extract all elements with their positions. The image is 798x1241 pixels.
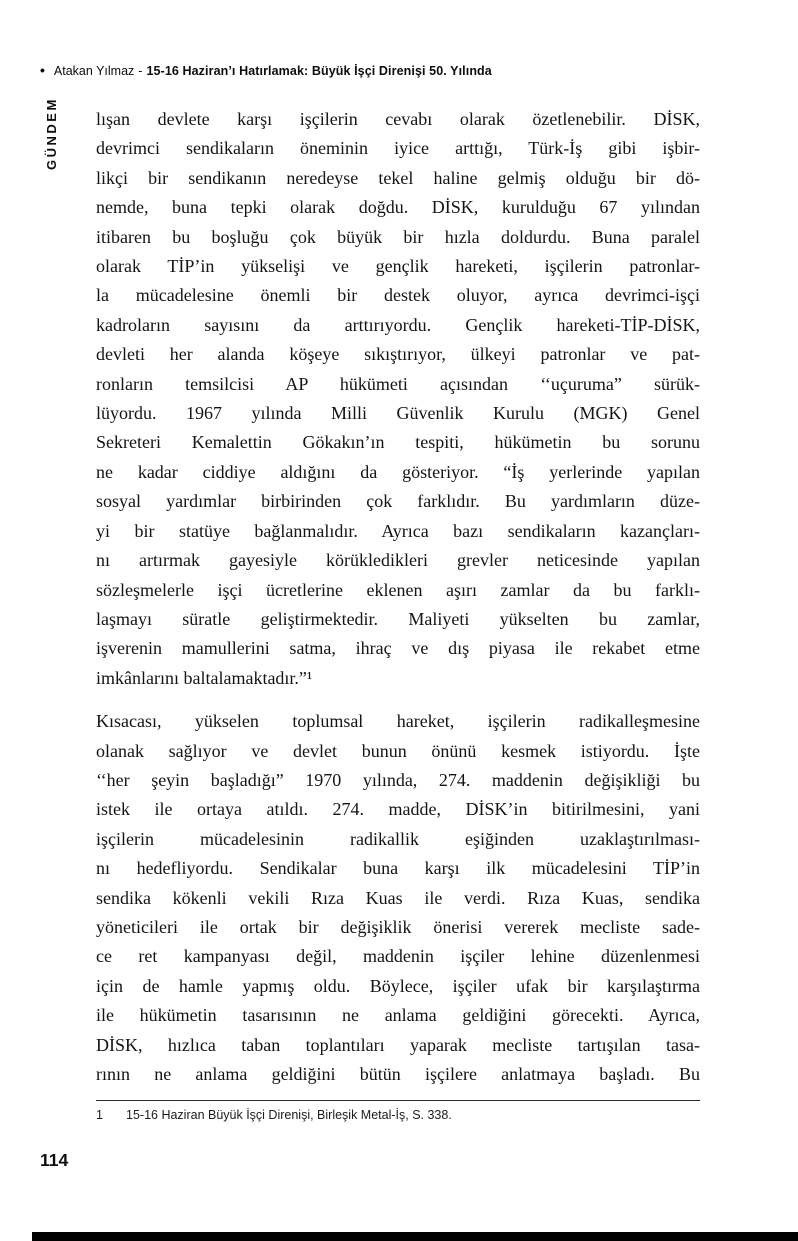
text-line: yöneticileri ile ortak bir değişiklik önerisi vererek mecliste sade- xyxy=(96,916,700,937)
text-line: likçi bir sendikanın neredeyse tekel haline gelmiş olduğu bir dö- xyxy=(96,167,700,188)
text-line: la mücadelesine önemli bir destek oluyor, ayrıca devrimci-işçi xyxy=(96,285,700,306)
running-header xyxy=(40,62,492,78)
header-dash: - xyxy=(138,64,143,78)
text-line: sosyal yardımlar birbirinden çok farklıdır. Bu yardımların düze- xyxy=(96,491,700,512)
bottom-bar xyxy=(32,1232,798,1241)
text-line: lışan devlete karşı işçilerin cevabı olarak özetlenebilir. DİSK, xyxy=(96,109,700,129)
text-line: sözleşmelerle işçi ücretlerine eklenen aşırı zamlar da bu farklı- xyxy=(96,579,700,600)
text-line: ile hükümetin tasarısının ne anlama geldiğini görecekti. Ayrıca, xyxy=(96,1005,700,1026)
paragraph xyxy=(96,707,700,1089)
text-line: DİSK, hızlıca taban toplantıları yaparak mecliste tartışılan tasa- xyxy=(96,1034,700,1055)
text-line: olarak TİP’in yükselişi ve gençlik hareketi, işçilerin patronlar- xyxy=(96,256,700,277)
footnote-rule xyxy=(96,1100,700,1101)
text-line: nemde, buna tepki olarak doğdu. DİSK, kurulduğu 67 yılından xyxy=(96,197,700,218)
text-line: imkânlarını baltalamaktadır.”¹ xyxy=(96,667,313,688)
paragraph xyxy=(96,105,700,693)
text-line: sendika kökenli vekili Rıza Kuas ile verdi. Rıza Kuas, sendika xyxy=(96,887,700,908)
text-line: ce ret kampanyası değil, maddenin işçiler lehine düzenlenmesi xyxy=(96,946,700,967)
text-line: için de hamle yapmış oldu. Böylece, işçiler ufak bir karşılaştırma xyxy=(96,975,700,996)
text-line: kadroların sayısını da arttırıyordu. Gençlik hareketi-TİP-DİSK, xyxy=(96,314,700,335)
footnote-text: 15-16 Haziran Büyük İşçi Direnişi, Birleşik Metal-İş, S. 338. xyxy=(126,1108,452,1122)
text-line: laşmayı süratle geliştirmektedir. Maliyeti yükselten bu zamlar, xyxy=(96,608,700,629)
text-line: itibaren bu boşluğu çok büyük bir hızla doldurdu. Buna paralel xyxy=(96,226,700,247)
text-line: olanak sağlıyor ve devlet bunun önünü kesmek istiyordu. İşte xyxy=(96,740,700,761)
text-line: devrimci sendikaların öneminin iyice arttığı, Türk-İş gibi işbir- xyxy=(96,138,700,159)
text-line: lüyordu. 1967 yılında Milli Güvenlik Kurulu (MGK) Genel xyxy=(96,403,700,424)
footnote-number: 1 xyxy=(96,1108,103,1122)
text-line: Sekreteri Kemalettin Gökakın’ın tespiti, hükümetin bu sorunu xyxy=(96,432,700,453)
footnote-line xyxy=(96,1108,700,1122)
text-line: ronların temsilcisi AP hükümeti açısından ‘‘uçuruma” sürük- xyxy=(96,373,700,394)
header-title: 15-16 Haziran’ı Hatırlamak: Büyük İşçi Direnişi 50. Yılında xyxy=(146,64,492,78)
text-line: işverenin mamullerini satma, ihraç ve dış piyasa ile rekabet etme xyxy=(96,638,700,659)
text-line: nı hedefliyordu. Sendikalar buna karşı ilk mücadelesini TİP’in xyxy=(96,858,700,879)
text-line: nı artırmak gayesiyle körükledikleri grevler neticesinde yapılan xyxy=(96,550,700,571)
text-line: ne kadar ciddiye aldığını da gösteriyor. “İş yerlerinde yapılan xyxy=(96,461,700,482)
page-number: 114 xyxy=(40,1150,69,1170)
body-text xyxy=(96,105,700,1103)
text-line: yi bir statüye bağlanmalıdır. Ayrıca bazı sendikaların kazançları- xyxy=(96,520,700,541)
text-line: devleti her alanda köşeye sıkıştırıyor, ülkeyi patronlar ve pat- xyxy=(96,344,700,365)
text-line: ‘‘her şeyin başladığı” 1970 yılında, 274. maddenin değişikliği bu xyxy=(96,769,700,790)
text-line: rının ne anlama geldiğini bütün işçilere anlatmaya başladı. Bu xyxy=(96,1064,700,1084)
text-line: Kısacası, yükselen toplumsal hareket, işçilerin radikalleşmesine xyxy=(96,711,700,732)
text-line: işçilerin mücadelesinin radikallik eşiğinden uzaklaştırılması- xyxy=(96,828,700,849)
footnote xyxy=(96,1100,700,1122)
header-bullet: • xyxy=(40,62,45,78)
section-label-vertical: GÜNDEM xyxy=(44,97,59,170)
text-line: istek ile ortaya atıldı. 274. madde, DİSK’in bitirilmesini, yani xyxy=(96,799,700,820)
header-author: Atakan Yılmaz xyxy=(53,64,135,78)
